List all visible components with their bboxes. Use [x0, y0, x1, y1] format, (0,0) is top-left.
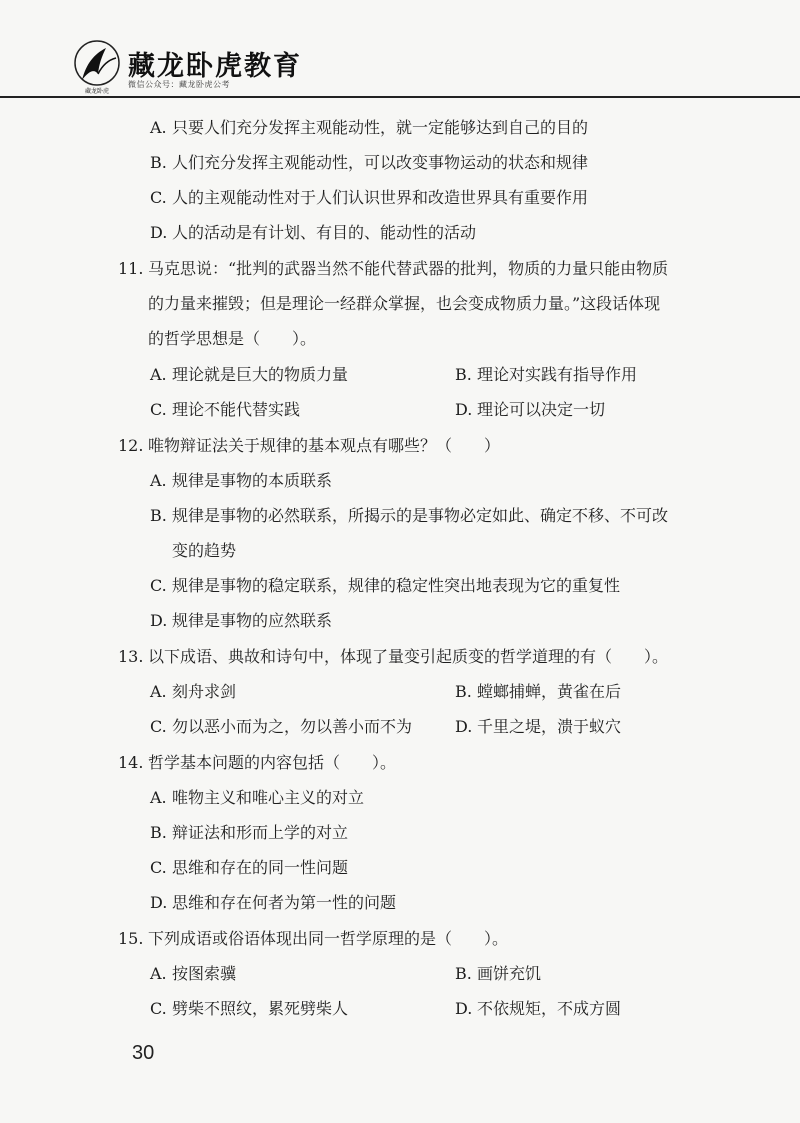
option-item: A. 唯物主义和唯心主义的对立	[150, 788, 365, 807]
page-number: 30	[132, 1042, 155, 1064]
option-item: B. 辩证法和形而上学的对立	[150, 823, 349, 842]
question-13: 13. 以下成语、典故和诗句中，体现了量变引起质变的哲学道理的有（ ）。	[118, 647, 669, 666]
option-item: C. 规律是事物的稳定联系，规律的稳定性突出地表现为它的重复性	[150, 576, 621, 595]
option-item: B. 人们充分发挥主观能动性，可以改变事物运动的状态和规律	[150, 153, 589, 172]
brand-subtitle: 微信公众号：藏龙卧虎公考	[128, 80, 230, 89]
option-item: B. 画饼充饥	[455, 964, 542, 983]
question-12: 12. 唯物辩证法关于规律的基本观点有哪些？（ ）	[118, 436, 501, 455]
option-item: C. 勿以恶小而为之，勿以善小而不为	[150, 717, 413, 736]
option-item: D. 千里之堤，溃于蚁穴	[455, 717, 622, 736]
option-item: A. 刻舟求剑	[150, 682, 237, 701]
option-item: B. 规律是事物的必然联系，所揭示的是事物必定如此、确定不移、不可改	[150, 506, 669, 525]
crane-logo-icon	[72, 38, 122, 96]
option-item: C. 劈柴不照纹，累死劈柴人	[150, 999, 349, 1018]
question-14: 14. 哲学基本问题的内容包括（ ）。	[118, 753, 397, 772]
option-item: B. 理论对实践有指导作用	[455, 365, 638, 384]
option-item: D. 理论可以决定一切	[455, 400, 606, 419]
option-item: B. 螳螂捕蝉，黄雀在后	[455, 682, 622, 701]
option-item: D. 思维和存在何者为第一性的问题	[150, 893, 397, 912]
header-divider	[0, 96, 800, 98]
option-item: C. 思维和存在的同一性问题	[150, 858, 349, 877]
page-header	[0, 0, 800, 100]
option-continuation: 变的趋势	[172, 541, 237, 560]
option-item: D. 不依规矩，不成方圆	[455, 999, 622, 1018]
question-11-line-3: 的哲学思想是（ ）。	[148, 329, 317, 348]
option-item: A. 规律是事物的本质联系	[150, 471, 333, 490]
option-item: A. 按图索骥	[150, 964, 237, 983]
option-item: D. 规律是事物的应然联系	[150, 611, 333, 630]
option-item: A. 理论就是巨大的物质力量	[150, 365, 349, 384]
question-11: 11. 马克思说：“批判的武器当然不能代替武器的批判，物质的力量只能由物质	[118, 259, 669, 278]
question-15: 15. 下列成语或俗语体现出同一哲学原理的是（ ）。	[118, 929, 509, 948]
question-11-line-2: 的力量来摧毁；但是理论一经群众掌握，也会变成物质力量。”这段话体现	[148, 294, 661, 313]
option-item: C. 理论不能代替实践	[150, 400, 301, 419]
option-item: C. 人的主观能动性对于人们认识世界和改造世界具有重要作用	[150, 188, 589, 207]
brand-title: 藏龙卧虎教育	[128, 51, 302, 82]
option-item: D. 人的活动是有计划、有目的、能动性的活动	[150, 223, 477, 242]
logo-caption: 藏龙卧虎	[84, 88, 110, 95]
option-item: A. 只要人们充分发挥主观能动性，就一定能够达到自己的目的	[150, 118, 589, 137]
